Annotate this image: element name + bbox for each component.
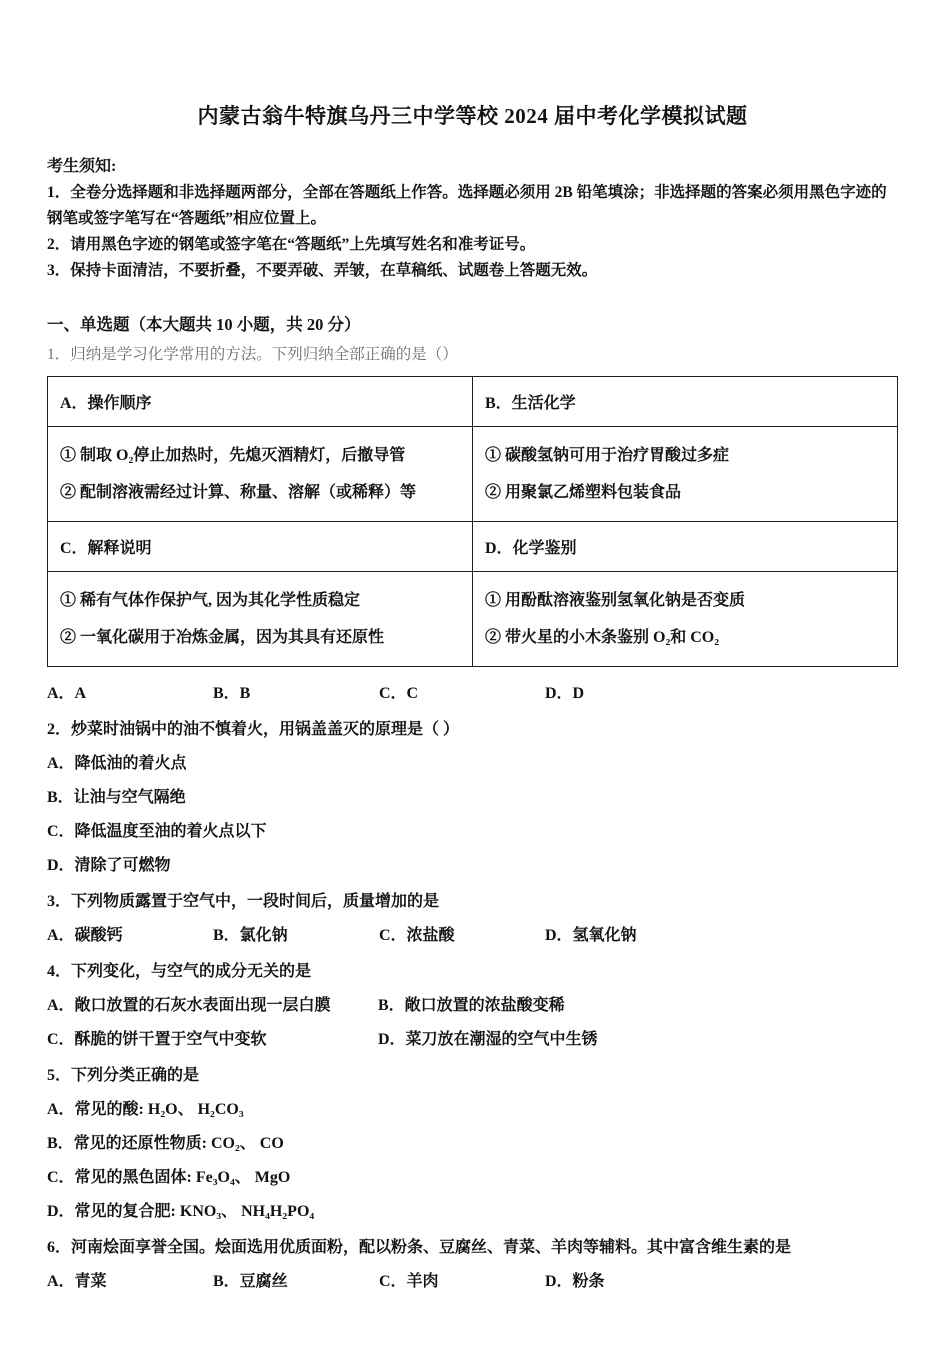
option-c: C．羊肉	[379, 1273, 439, 1290]
option-a: A．常见的酸: H₂O、 H₂CO₃	[47, 1101, 244, 1118]
table-row	[48, 377, 898, 427]
notice-line-2: 2．请用黑色字迹的钢笔或签字笔在“答题纸”上先填写姓名和准考证号。	[47, 236, 536, 253]
table-line: ① 用酚酞溶液鉴别氢氧化钠是否变质	[485, 592, 746, 609]
option-a: A．A	[47, 685, 87, 702]
option-b: B．B	[213, 685, 251, 702]
option-a: A．降低油的着火点	[47, 755, 187, 772]
notice-line-3: 3．保持卡面清洁，不要折叠，不要弄破、弄皱，在草稿纸、试题卷上答题无效。	[47, 262, 598, 279]
option-b: B．敞口放置的浓盐酸变稀	[378, 997, 565, 1014]
question-6	[47, 1231, 898, 1299]
option-b: B．常见的还原性物质: CO₂、 CO	[47, 1135, 284, 1152]
option-c: C．浓盐酸	[379, 927, 455, 944]
option-a: A．青菜	[47, 1273, 107, 1290]
option-c: C．C	[379, 685, 419, 702]
option-a: A．敞口放置的石灰水表面出现一层白膜	[47, 997, 331, 1014]
section-heading: 一、单选题（本大题共 10 小题，共 20 分）	[47, 315, 361, 334]
table-cell-b-header: B．生活化学	[473, 377, 898, 427]
question-4	[47, 955, 898, 1057]
table-cell-d-header: D．化学鉴别	[473, 522, 898, 572]
table-line: ② 配制溶液需经过计算、称量、溶解（或稀释）等	[60, 484, 417, 501]
question-4-stem: 4．下列变化，与空气的成分无关的是	[47, 963, 312, 980]
table-row	[48, 427, 898, 522]
question-4-options-row-2	[47, 1023, 898, 1057]
option-d: D．粉条	[545, 1273, 605, 1290]
option-d: D．菜刀放在潮湿的空气中生锈	[378, 1031, 598, 1048]
option-d: D．清除了可燃物	[47, 857, 171, 874]
notice-heading: 考生须知:	[47, 158, 117, 175]
question-5	[47, 1059, 898, 1229]
table-cell-c-content	[48, 572, 473, 667]
table-line: ② 带火星的小木条鉴别 O₂和 CO₂	[485, 629, 720, 646]
question-3	[47, 885, 898, 953]
question-2	[47, 713, 898, 883]
question-6-stem: 6．河南烩面享誉全国。烩面选用优质面粉，配以粉条、豆腐丝、青菜、羊肉等辅料。其中富含维生素的是	[47, 1239, 792, 1256]
question-1-stem: 1．归纳是学习化学常用的方法。下列归纳全部正确的是（）	[47, 346, 458, 363]
question-6-options	[47, 1265, 898, 1299]
question-1-options	[47, 677, 898, 711]
option-a: A．碳酸钙	[47, 927, 123, 944]
table-cell-b-content	[473, 427, 898, 522]
option-c: C．降低温度至油的着火点以下	[47, 823, 267, 840]
table-line: ① 稀有气体作保护气, 因为其化学性质稳定	[60, 592, 361, 609]
option-d: D．常见的复合肥: KNO₃、 NH₄H₂PO₄	[47, 1203, 315, 1220]
table-row	[48, 572, 898, 667]
question-4-options-row-1	[47, 989, 898, 1023]
question-3-options	[47, 919, 898, 953]
option-c: C．常见的黑色固体: Fe₃O₄、 MgO	[47, 1169, 291, 1186]
table-line: ① 碳酸氢钠可用于治疗胃酸过多症	[485, 447, 730, 464]
option-d: D．D	[545, 685, 585, 702]
page-title: 内蒙古翁牛特旗乌丹三中学等校 2024 届中考化学模拟试题	[197, 104, 748, 128]
notice-line-1: 1．全卷分选择题和非选择题两部分，全部在答题纸上作答。选择题必须用 2B 铅笔填涂；非选择题的答案必须用黑色字迹的钢笔或签字笔写在“答题纸”相应位置上。	[47, 184, 887, 227]
question-3-stem: 3．下列物质露置于空气中，一段时间后，质量增加的是	[47, 893, 440, 910]
table-line: ② 用聚氯乙烯塑料包装食品	[485, 484, 682, 501]
question-5-stem: 5．下列分类正确的是	[47, 1067, 200, 1084]
table-cell-a-header: A．操作顺序	[48, 377, 473, 427]
table-cell-c-header: C．解释说明	[48, 522, 473, 572]
option-b: B．让油与空气隔绝	[47, 789, 186, 806]
question-1	[47, 342, 898, 711]
option-d: D．氢氧化钠	[545, 927, 637, 944]
table-cell-d-content	[473, 572, 898, 667]
question-1-table	[47, 376, 898, 667]
table-row	[48, 522, 898, 572]
notice-section	[47, 154, 898, 284]
option-b: B．豆腐丝	[213, 1273, 288, 1290]
question-2-stem: 2．炒菜时油锅中的油不慎着火，用锅盖盖灭的原理是（ ）	[47, 721, 460, 738]
option-c: C．酥脆的饼干置于空气中变软	[47, 1031, 267, 1048]
option-b: B．氯化钠	[213, 927, 288, 944]
table-line: ① 制取 O₂停止加热时，先熄灭酒精灯，后撤导管	[60, 447, 406, 464]
table-cell-a-content	[48, 427, 473, 522]
table-line: ② 一氧化碳用于冶炼金属，因为其具有还原性	[60, 629, 385, 646]
